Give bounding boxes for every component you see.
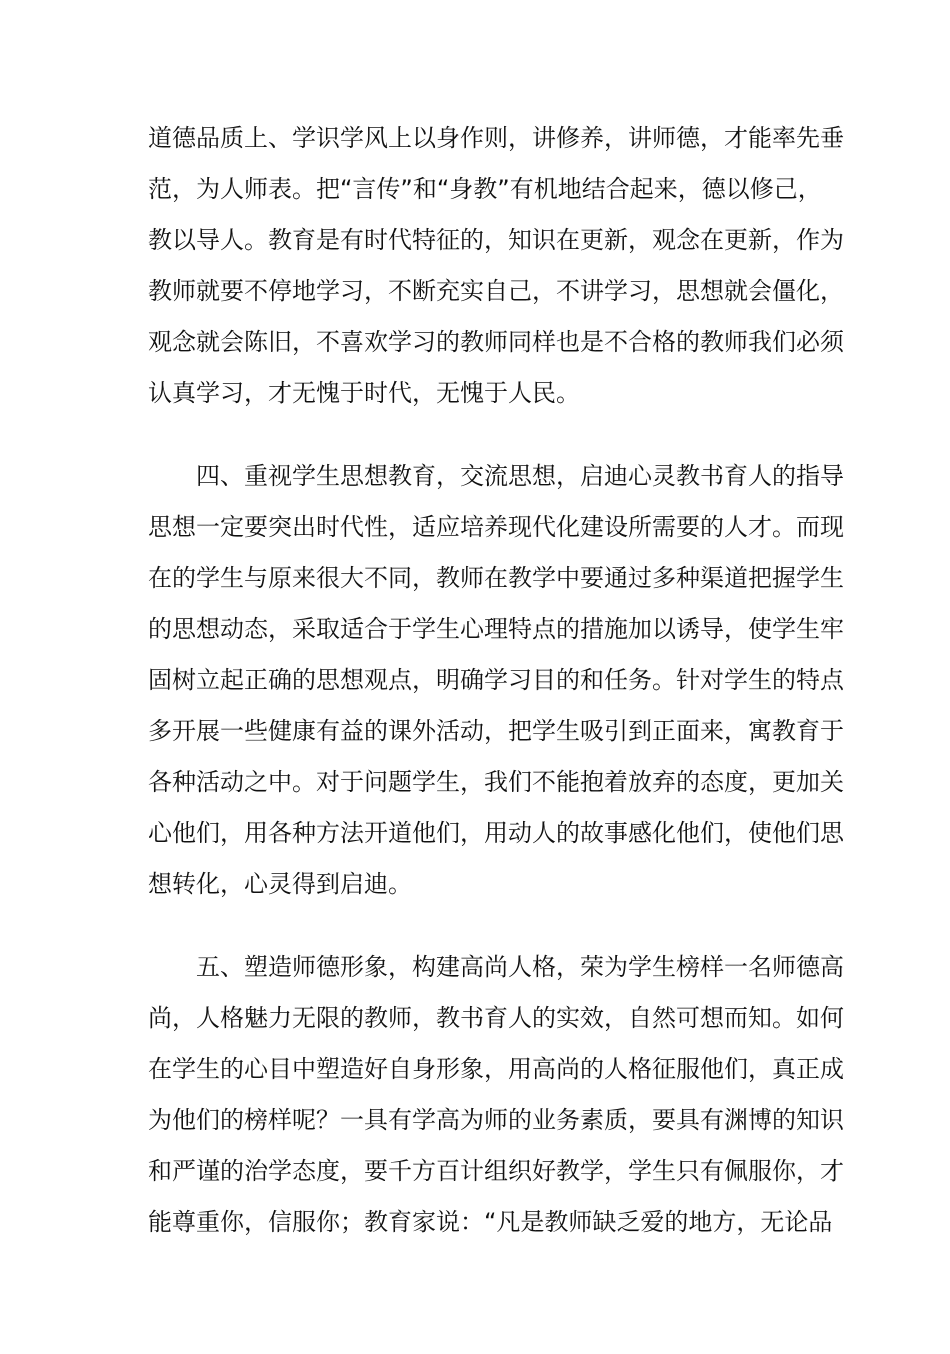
text-line: 固树立起正确的思想观点，明确学习目的和任务。针对学生的特点: [148, 666, 844, 694]
paragraph-continuation: [148, 113, 844, 419]
text-line: 教以导人。教育是有时代特征的，知识在更新，观念在更新，作为: [148, 226, 844, 254]
document-body: [148, 113, 844, 1248]
text-line: 四、重视学生思想教育，交流思想，启迪心灵教书育人的指导: [148, 462, 844, 490]
text-line: 认真学习，才无愧于时代，无愧于人民。: [148, 379, 580, 407]
text-line: 道德品质上、学识学风上以身作则，讲修养，讲师德，才能率先垂: [148, 124, 844, 152]
text-line: 能尊重你，信服你；教育家说：“凡是教师缺乏爱的地方，无论品: [148, 1208, 833, 1236]
text-line: 教师就要不停地学习，不断充实自己，不讲学习，思想就会僵化，: [148, 277, 844, 305]
text-line: 为他们的榜样呢？一具有学高为师的业务素质，要具有渊博的知识: [148, 1106, 844, 1134]
text-line: 尚，人格魅力无限的教师，教书育人的实效，自然可想而知。如何: [148, 1004, 844, 1032]
text-line: 多开展一些健康有益的课外活动，把学生吸引到正面来，寓教育于: [148, 717, 844, 745]
text-line: 在的学生与原来很大不同，教师在教学中要通过多种渠道把握学生: [148, 564, 844, 592]
paragraph-gap: [148, 910, 818, 942]
text-line: 想转化，心灵得到启迪。: [148, 870, 412, 898]
text-line: 思想一定要突出时代性，适应培养现代化建设所需要的人才。而现: [148, 513, 844, 541]
text-line: 和严谨的治学态度，要千方百计组织好教学，学生只有佩服你，才: [148, 1157, 844, 1185]
text-line: 范，为人师表。把“言传”和“身教”有机地结合起来，德以修己，: [148, 175, 822, 203]
paragraph-section-five: [148, 942, 844, 1248]
text-line: 各种活动之中。对于问题学生，我们不能抱着放弃的态度，更加关: [148, 768, 844, 796]
text-line: 五、塑造师德形象，构建高尚人格，荣为学生榜样一名师德高: [148, 953, 844, 981]
text-line: 在学生的心目中塑造好自身形象，用高尚的人格征服他们，真正成: [148, 1055, 844, 1083]
text-line: 心他们，用各种方法开道他们，用动人的故事感化他们，使他们思: [148, 819, 844, 847]
paragraph-section-four: [148, 451, 844, 910]
paragraph-gap: [148, 419, 818, 451]
text-line: 的思想动态，采取适合于学生心理特点的措施加以诱导，使学生牢: [148, 615, 844, 643]
text-line: 观念就会陈旧，不喜欢学习的教师同样也是不合格的教师我们必须: [148, 328, 844, 356]
